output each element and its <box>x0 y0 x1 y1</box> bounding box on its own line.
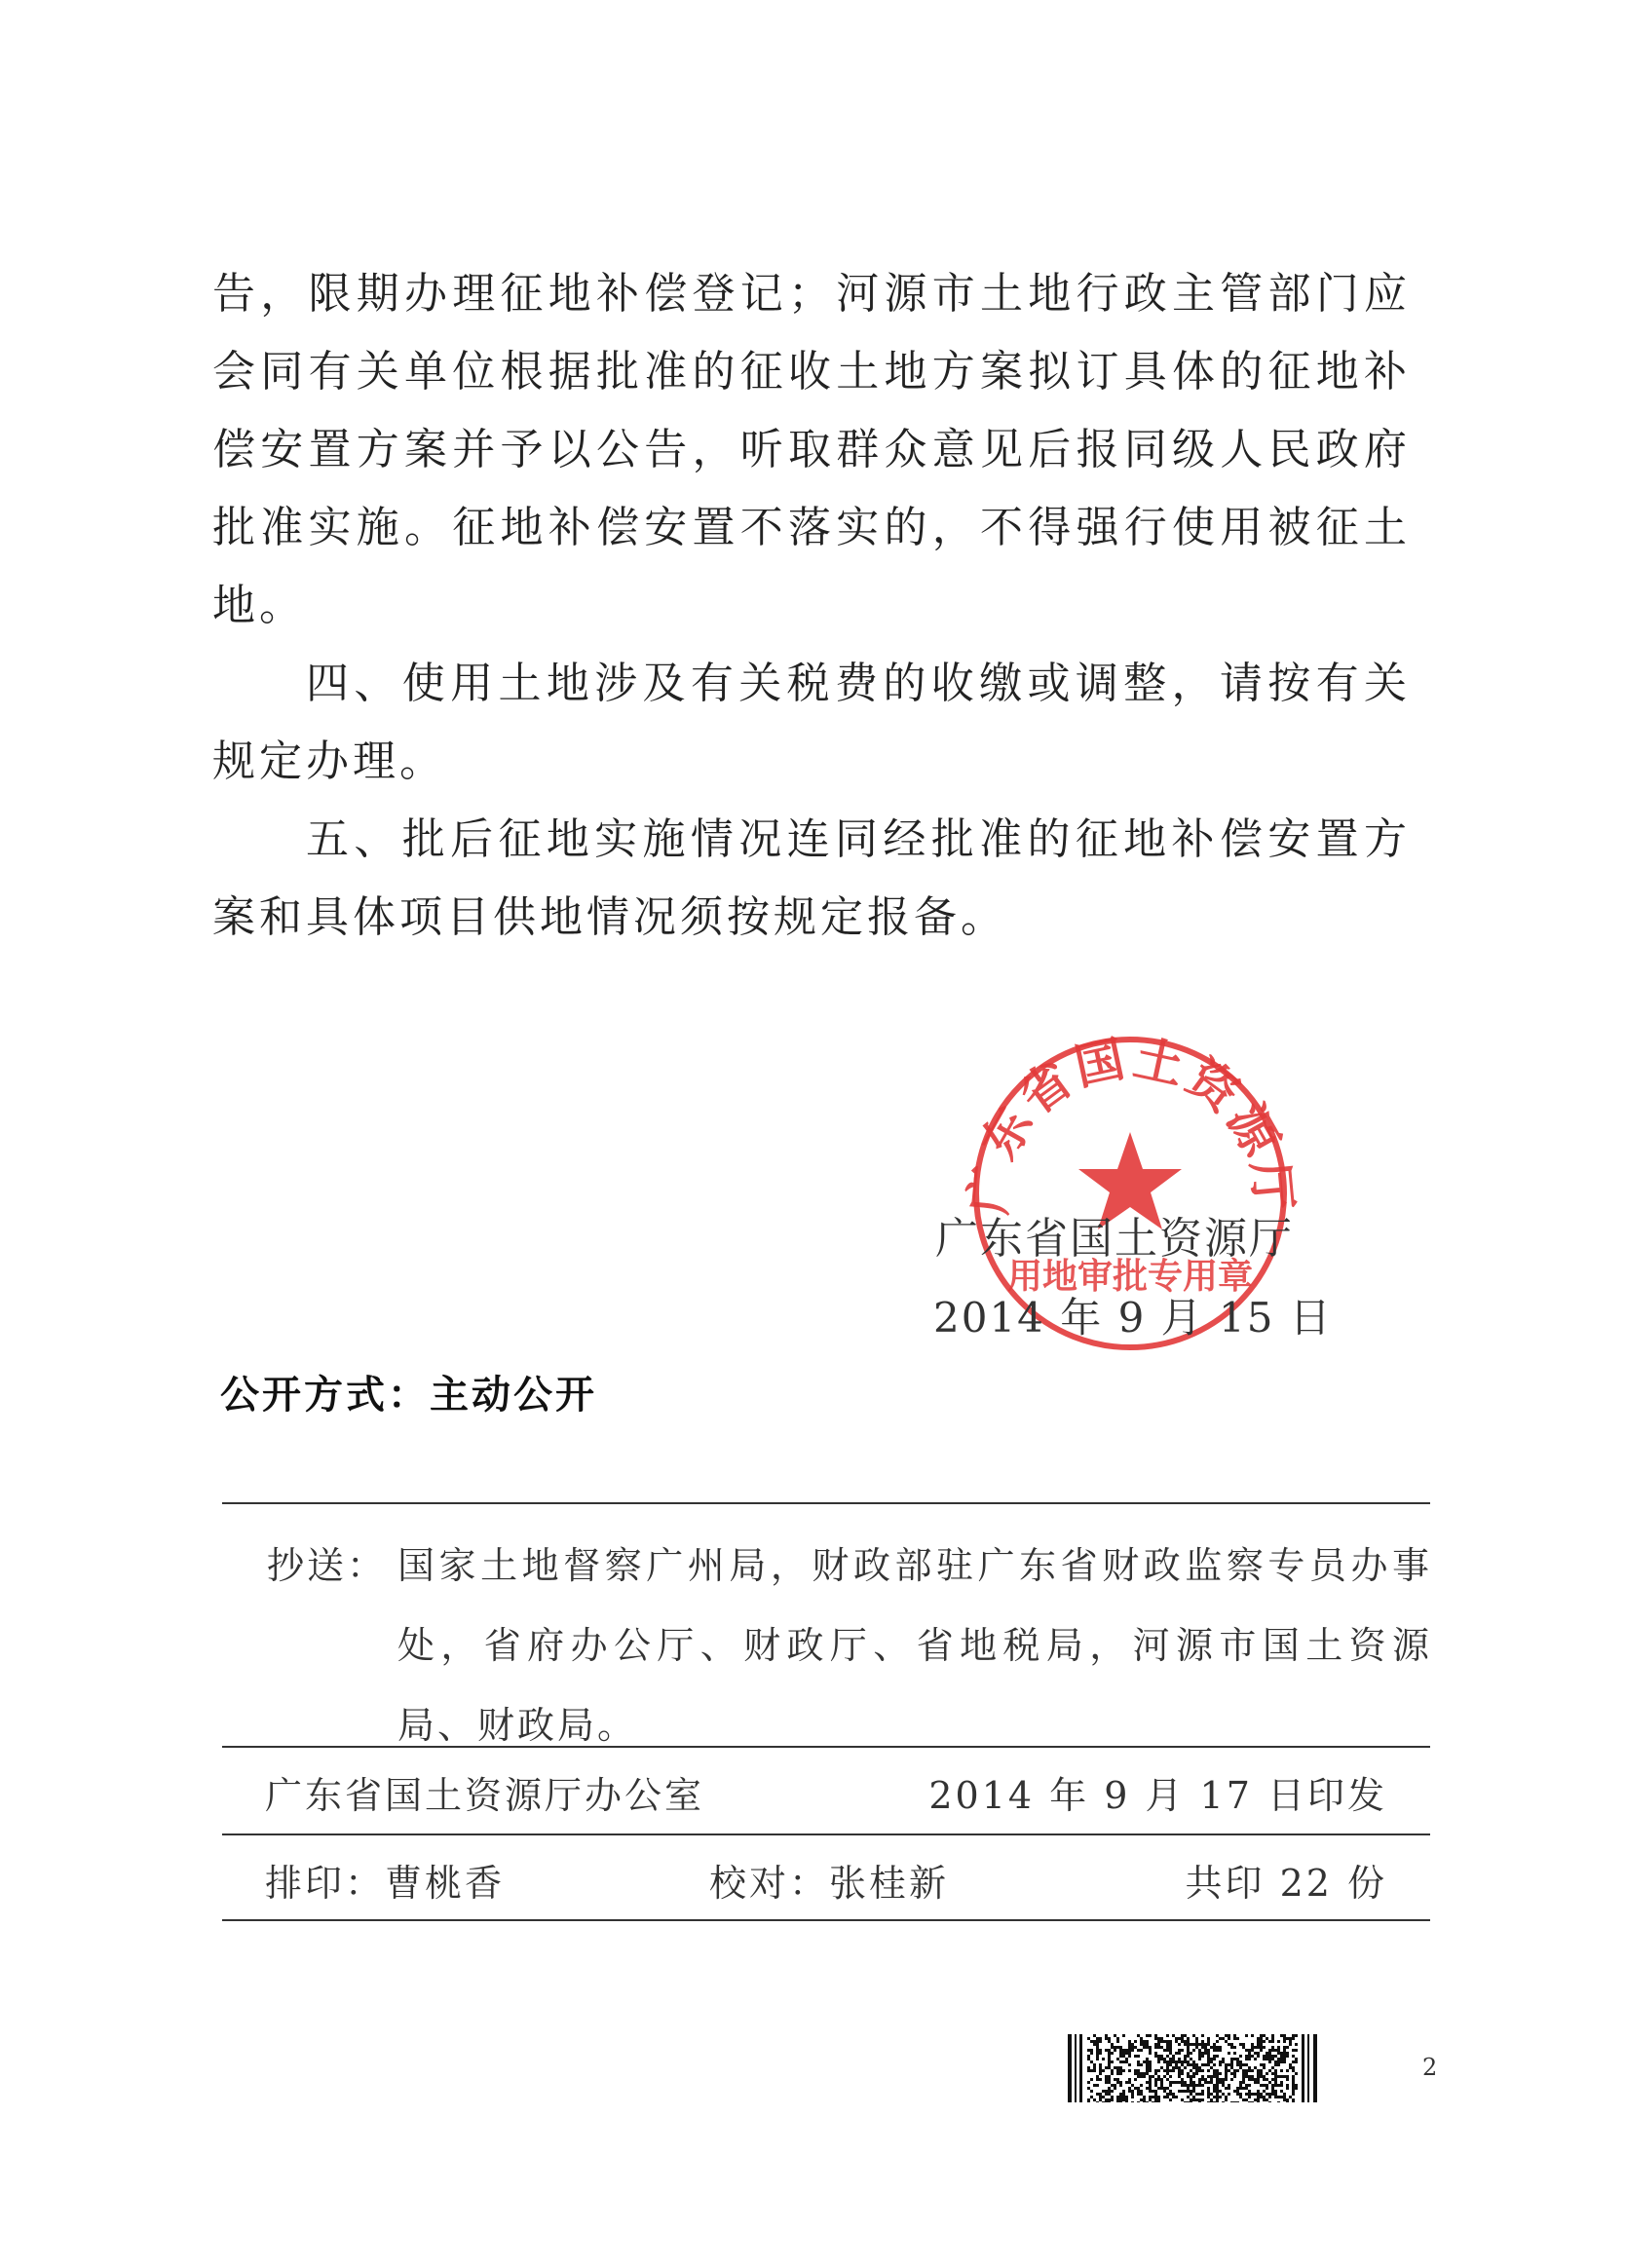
copy-count: 共印 22 份 <box>1185 1862 1387 1905</box>
issuer-name: 广东省国土资源厅 <box>935 1214 1294 1264</box>
barcode-icon <box>1068 2034 1319 2102</box>
paragraph-item-five: 五、批后征地实施情况连同经批准的征地补偿安置方案和具体项目供地情况须按规定报备。 <box>212 814 1411 942</box>
divider-middle <box>222 1746 1430 1748</box>
seal-ring-text: 广东省国土资源厅 <box>960 1030 1303 1217</box>
divider-lower <box>222 1833 1430 1835</box>
proofread-by: 校对：张桂新 <box>709 1862 950 1905</box>
cc-label: 抄送： <box>267 1544 388 1587</box>
disclosure-method: 公开方式：主动公开 <box>220 1373 597 1418</box>
body-text <box>212 255 1411 957</box>
paragraph-item-four: 四、使用土地涉及有关税费的收缴或调整，请按有关规定办理。 <box>212 659 1411 786</box>
page-number: 2 <box>1422 2054 1438 2081</box>
divider-top <box>222 1502 1430 1504</box>
divider-bottom <box>222 1919 1430 1921</box>
seal-inner-text: 用地审批专用章 <box>1006 1257 1254 1297</box>
cc-recipients: 国家土地督察广州局，财政部驻广东省财政监察专员办事处，省府办公厅、财政厅、省地税局，河源市国土资源局、财政局。 <box>397 1544 1432 1747</box>
issue-date: 2014 年 9 月 17 日印发 <box>928 1774 1387 1817</box>
sign-date: 2014 年 9 月 15 日 <box>933 1294 1333 1342</box>
typeset-by: 排印：曹桃香 <box>265 1862 506 1905</box>
issuing-office: 广东省国土资源厅办公室 <box>265 1774 705 1817</box>
paragraph-continuation: 告，限期办理征地补偿登记；河源市土地行政主管部门应会同有关单位根据批准的征收土地方案拟订具体的征地补偿安置方案并予以公告，听取群众意见后报同级人民政府批准实施。征地补偿安置不落实的，不得强行使用被征土地。 <box>212 269 1411 630</box>
